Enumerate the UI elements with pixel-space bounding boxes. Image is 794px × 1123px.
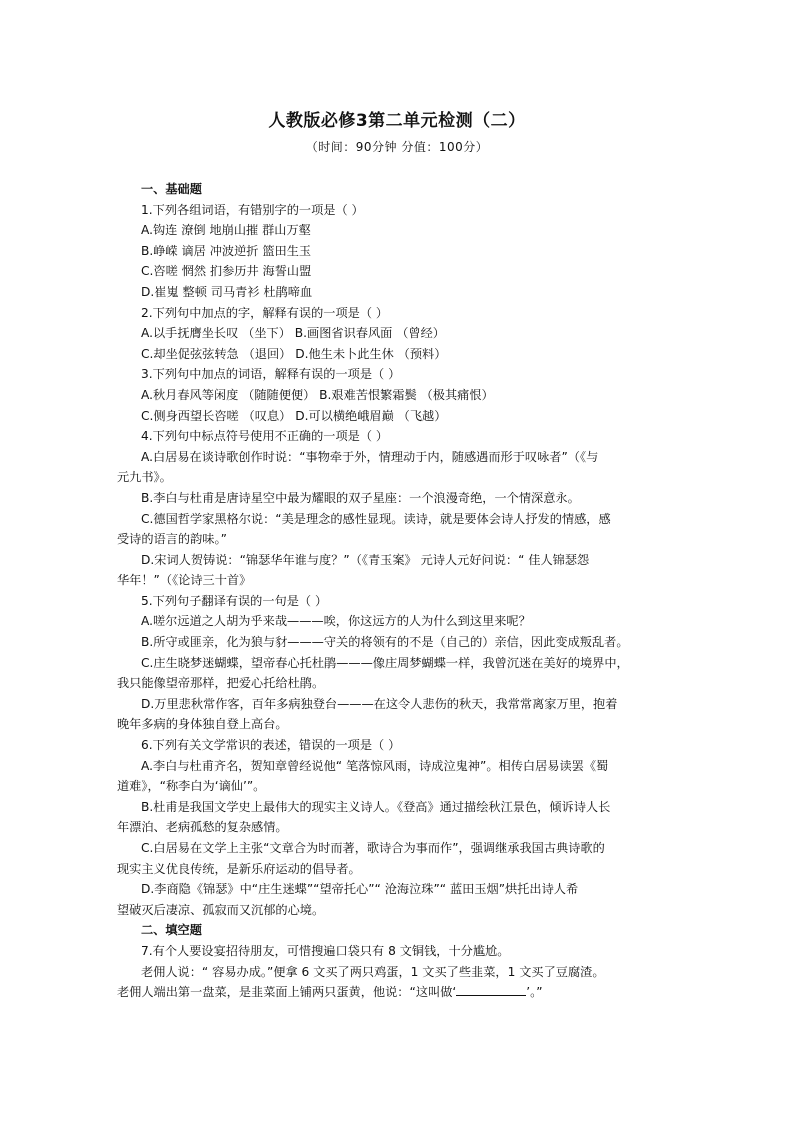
answer-option [117, 838, 683, 859]
continuation-line [117, 570, 683, 591]
line-text: C.庄生晓梦迷蝴蝶，望帝春心托杜鹃———像庄周梦蝴蝶一样，我曾沉迷在美好的境界中， [141, 655, 629, 670]
question-stem [117, 962, 683, 983]
line-text: 一、基础题 [141, 182, 202, 196]
question-stem [117, 364, 683, 385]
line-text: 5.下列句子翻译有误的一句是（ ） [141, 593, 328, 608]
answer-option [117, 509, 683, 530]
answer-option [117, 282, 683, 303]
line-text: 望破灭后凄凉、孤寂而又沉郁的心境。 [117, 902, 325, 917]
line-text: 2.下列句中加点的字，解释有误的一项是（ ） [141, 305, 389, 320]
answer-option [117, 488, 683, 509]
line-text: C.德国哲学家黑格尔说：“美是理念的感性显现。读诗，就是要体会诗人抒发的情感，感 [141, 511, 611, 526]
line-text: B.所守或匪亲，化为狼与豺———守关的将领有的不是（自己的）亲信，因此变成叛乱者。 [141, 635, 629, 650]
line-text: 二、填空题 [141, 923, 202, 938]
line-text: 我只能像望帝那样，把爱心托给杜鹃。 [117, 676, 325, 691]
answer-option [117, 261, 683, 282]
line-text: A.以手抚膺坐长叹 （坐下） B.画图省识春风面 （曾经） [141, 326, 445, 341]
question-stem [117, 200, 683, 221]
answer-option [117, 550, 683, 571]
line-text: 晚年多病的身体独自登上高台。 [117, 717, 288, 732]
line-text: D.崔嵬 整顿 司马青衫 杜鹃啼血 [141, 284, 313, 299]
line-text: 受诗的语言的韵味。” [117, 532, 227, 547]
answer-option [117, 447, 683, 468]
answer-option [117, 756, 683, 777]
question-stem [117, 303, 683, 324]
continuation-line [117, 776, 683, 797]
continuation-line [117, 467, 683, 488]
line-text: D.宋词人贺铸说：“锦瑟华年谁与度？”（《青玉案》 元诗人元好问说：“ 佳人锦瑟怨 [141, 552, 590, 567]
continuation-line [117, 859, 683, 880]
answer-option [117, 797, 683, 818]
continuation-line [117, 900, 683, 921]
continuation-line [117, 817, 683, 838]
line-text: A.嗟尔远道之人胡为乎来哉———唉，你这远方的人为什么到这里来呢？ [141, 614, 531, 629]
answer-option [117, 241, 683, 262]
fill-in-blank[interactable] [456, 983, 526, 996]
line-text: C.咨嗟 惘然 扪参历井 海誓山盟 [141, 264, 312, 279]
continuation-line [117, 982, 683, 1003]
line-text: A.李白与杜甫齐名，贺知章曾经说他“ 笔落惊风雨，诗成泣鬼神”。相传白居易读罢《蜀 [141, 758, 609, 773]
line-text: D.李商隐《锦瑟》中“庄生迷蝶”“望帝托心”“ 沧海泣珠”“ 蓝田玉烟”烘托出诗人希 [141, 882, 579, 897]
line-text: B.李白与杜甫是唐诗星空中最为耀眼的双子星座：一个浪漫奇绝，一个情深意永。 [141, 490, 580, 505]
line-text: C.白居易在文学上主张“文章合为时而著，歌诗合为事而作”，强调继承我国古典诗歌的 [141, 841, 605, 855]
line-text: C.却坐促弦弦转急 （退回） D.他生未卜此生休 （预料） [141, 346, 447, 361]
line-tail-text: ’。” [526, 985, 543, 1000]
line-text: D.万里悲秋常作客，百年多病独登台———在这令人悲伤的秋天，我常常离家万里，抱着 [141, 696, 618, 711]
line-text: 4.下列句中标点符号使用不正确的一项是（ ） [141, 429, 389, 444]
question-stem [117, 426, 683, 447]
line-text: A.白居易在谈诗歌创作时说：“事物牵于外，情理动于内，随感遇而形于叹咏者”（《与 [141, 449, 599, 464]
line-text: C.侧身西望长咨嗟 （叹息） D.可以横绝峨眉巅 （飞越） [141, 408, 447, 423]
answer-option [117, 323, 683, 344]
continuation-line [117, 714, 683, 735]
question-stem [117, 735, 683, 756]
line-text: A.秋月春风等闲度 （随随便便） B.艰难苦恨繁霜鬓 （极其痛恨） [141, 387, 494, 402]
answer-option [117, 632, 683, 653]
line-text: 老佣人端出第一盘菜，是韭菜面上铺两只蛋黄，他说：“这叫做‘ [117, 985, 457, 1000]
document-subtitle: （时间：90分钟 分值：100分） [305, 140, 489, 154]
answer-option [117, 344, 683, 365]
answer-option [117, 653, 683, 674]
document-title: 人教版必修3第二单元检测（二） [268, 111, 526, 131]
continuation-line [117, 529, 683, 550]
line-text: B.杜甫是我国文学史上最伟大的现实主义诗人。《登高》通过描绘秋江景色，倾诉诗人长 [141, 799, 611, 814]
answer-option [117, 406, 683, 427]
line-text: 6.下列有关文学常识的表述，错误的一项是（ ） [141, 738, 401, 753]
continuation-line [117, 673, 683, 694]
answer-option [117, 220, 683, 241]
document-body [117, 179, 683, 1003]
line-text: 1.下列各组词语，有错别字的一项是（ ） [141, 202, 364, 217]
line-text: 3.下列句中加点的词语，解释有误的一项是（ ） [141, 367, 401, 382]
question-stem [117, 591, 683, 612]
answer-option [117, 385, 683, 406]
line-text: B.峥嵘 谪居 冲波逆折 篮田生玉 [141, 243, 312, 258]
section-heading [117, 179, 683, 200]
answer-option [117, 611, 683, 632]
line-text: 年漂泊、老病孤愁的复杂感情。 [117, 820, 288, 835]
line-text: 现实主义优良传统，是新乐府运动的倡导者。 [117, 861, 361, 876]
answer-option [117, 879, 683, 900]
line-text: 7.有个人要设宴招待朋友，可惜搜遍口袋只有 8 文铜钱，十分尴尬。 [141, 943, 510, 958]
question-stem [117, 941, 683, 962]
answer-option [117, 694, 683, 715]
line-text: 道难》，“称李白为‘谪仙’”。 [117, 779, 266, 794]
line-text: 华年！”（《论诗三十首》 [117, 573, 252, 588]
section-heading [117, 920, 683, 941]
line-text: A.钩连 潦倒 地崩山摧 群山万壑 [141, 223, 311, 238]
line-text: 元九书》。 [117, 470, 172, 485]
line-text: 老佣人说：“ 容易办成。”便拿 6 文买了两只鸡蛋，1 文买了些韭菜，1 文买了豆腐渣。 [141, 964, 605, 979]
